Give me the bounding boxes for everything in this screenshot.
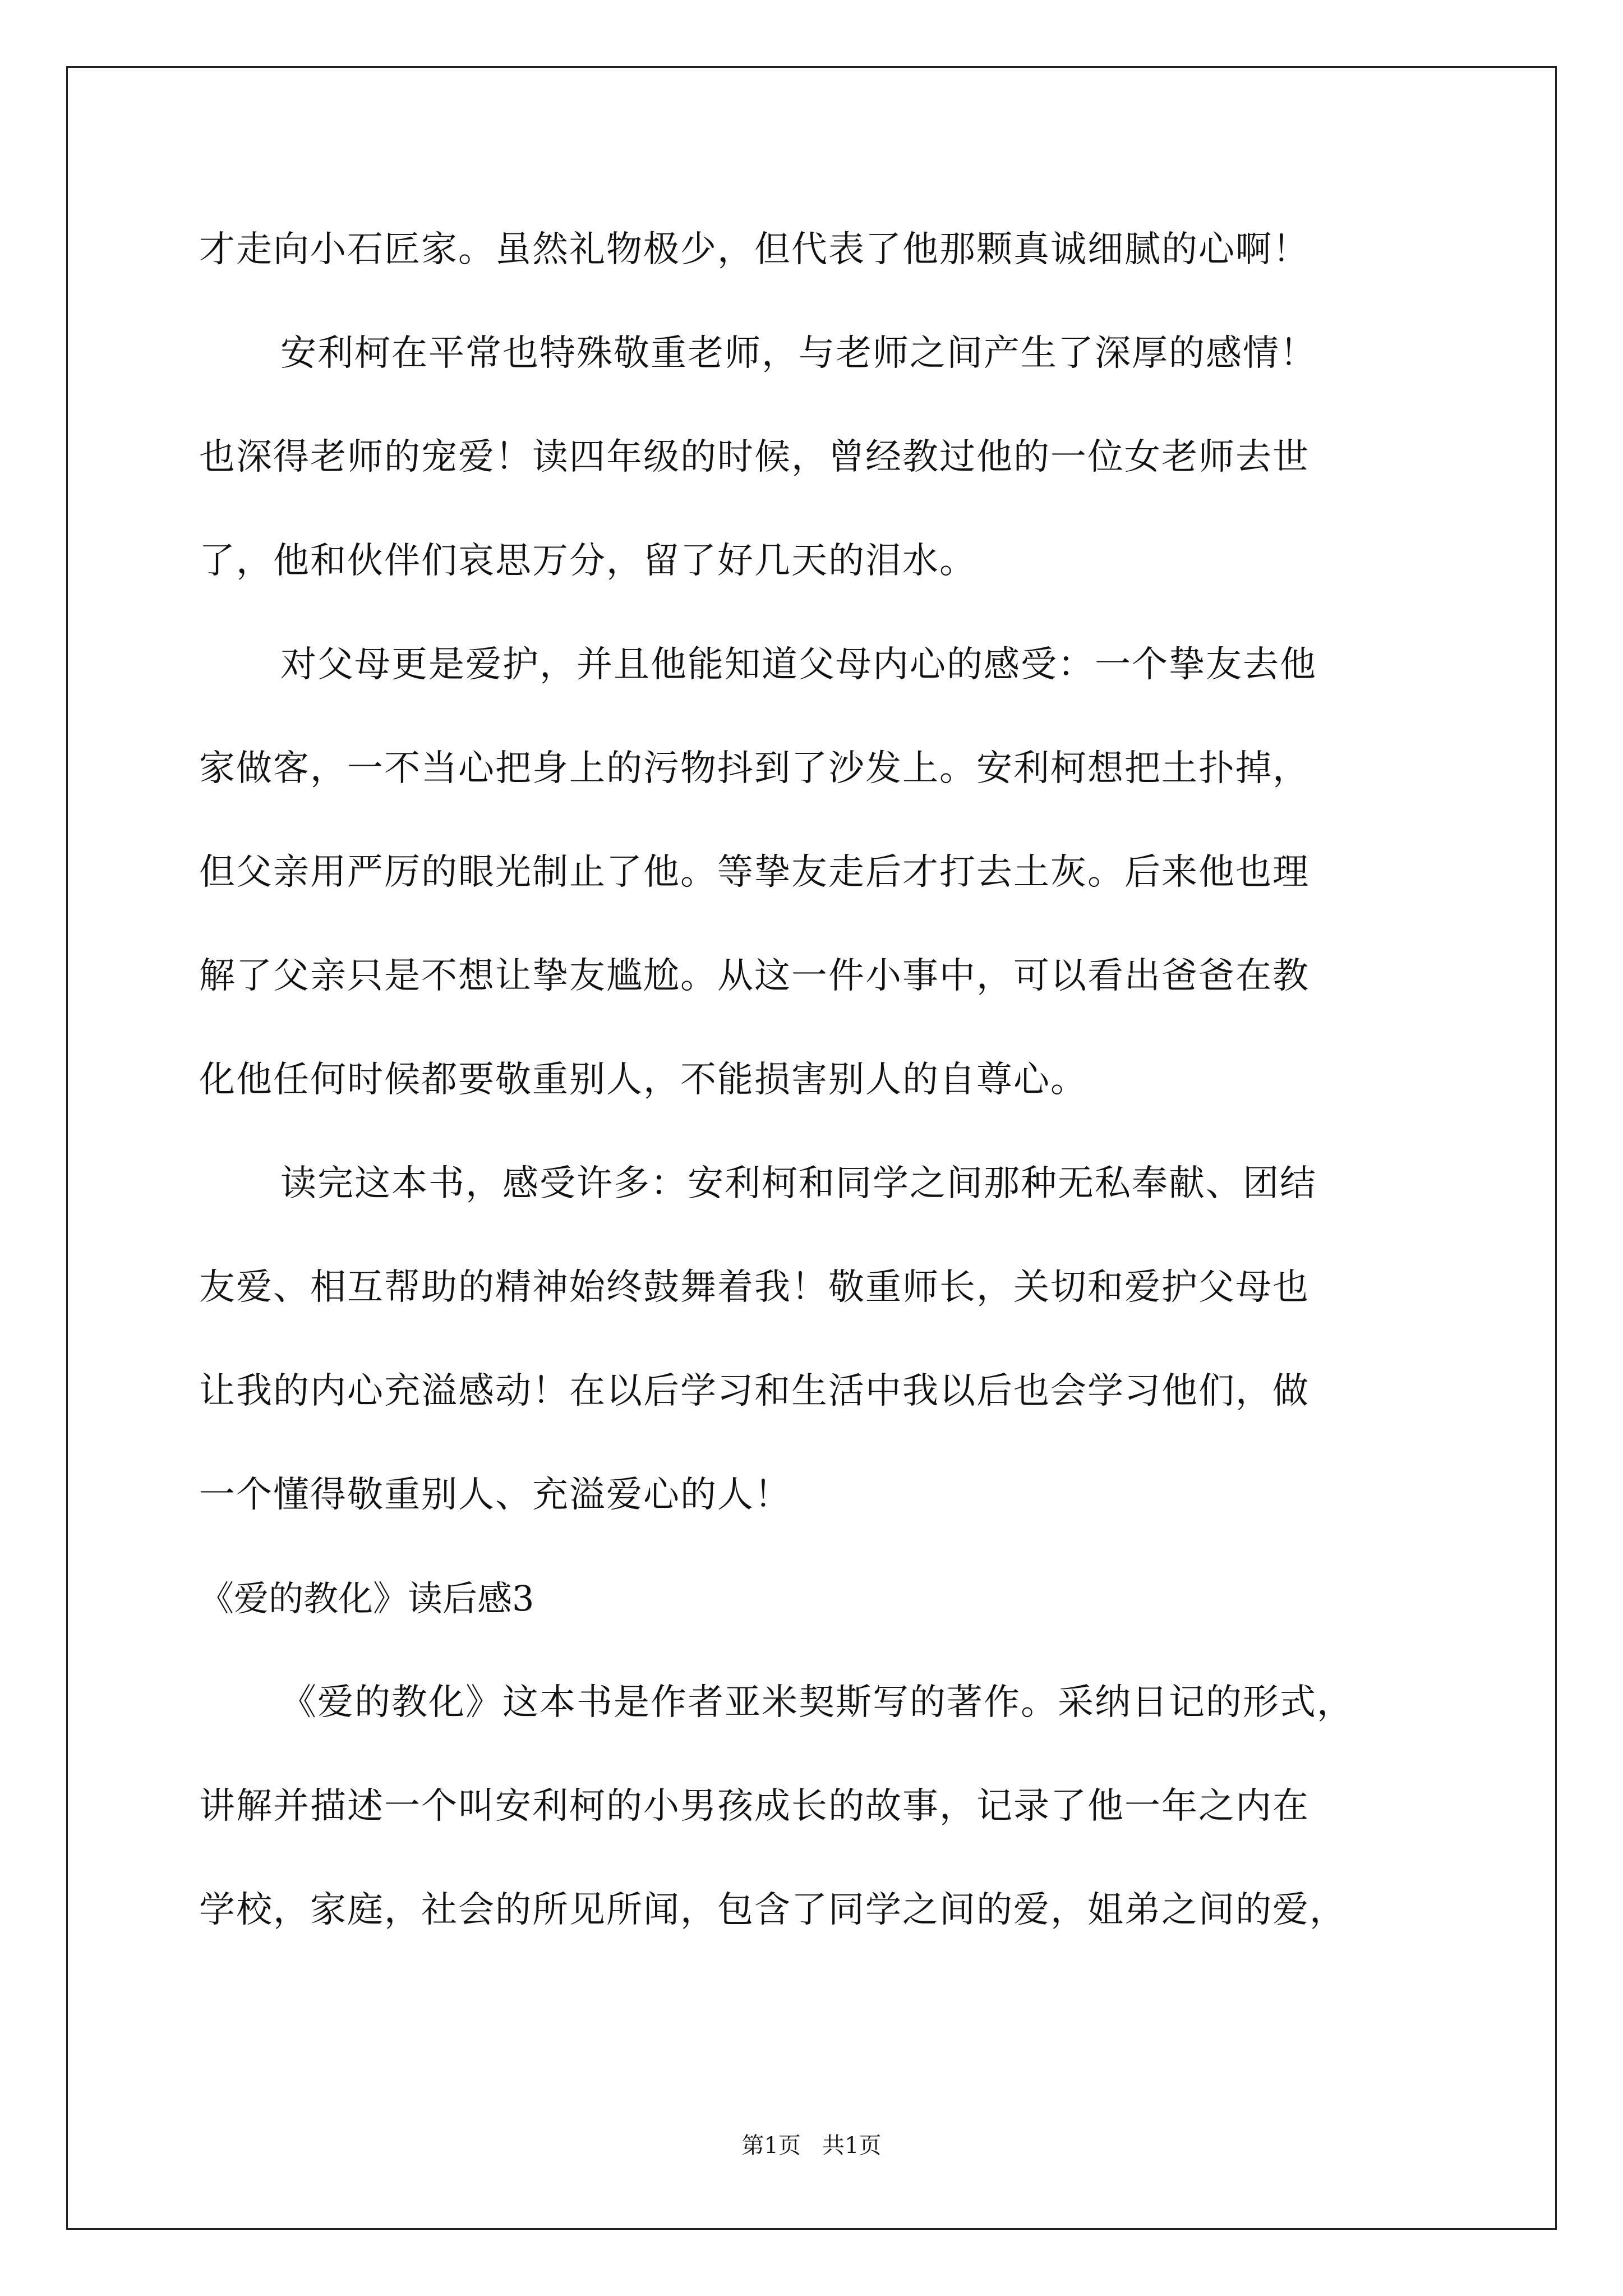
paragraph-line: 对父母更是爱护，并且他能知道父母内心的感受：一个挚友去他 [280, 644, 1317, 685]
paragraph-line: 才走向小石匠家。虽然礼物极少，但代表了他那颗真诚细腻的心啊！ [199, 229, 1310, 270]
page-footer: 第1页 共1页 [741, 2133, 882, 2159]
paragraph-line: 学校，家庭，社会的所见所闻，包含了同学之间的爱，姐弟之间的爱， [199, 1889, 1347, 1931]
paragraph-line: 讲解并描述一个叫安利柯的小男孩成长的故事，记录了他一年之内在 [199, 1786, 1310, 1827]
paragraph-line: 了，他和伙伴们哀思万分，留了好几天的泪水。 [199, 540, 976, 582]
paragraph-line: 友爱、相互帮助的精神始终鼓舞着我！敬重师长，关切和爱护父母也 [199, 1267, 1310, 1308]
paragraph-line: 《爱的教化》这本书是作者亚米契斯写的著作。采纳日记的形式， [280, 1682, 1354, 1723]
paragraph-line: 也深得老师的宠爱！读四年级的时候，曾经教过他的一位女老师去世 [199, 436, 1310, 478]
paragraph-line: 家做客，一不当心把身上的污物抖到了沙发上。安利柯想把土扑掉， [199, 748, 1310, 789]
paragraph-line: 一个懂得敬重别人、充溢爱心的人！ [199, 1474, 791, 1516]
paragraph-line: 读完这本书，感受许多：安利柯和同学之间那种无私奉献、团结 [280, 1163, 1317, 1204]
section-heading: 《爱的教化》读后感3 [199, 1578, 534, 1619]
paragraph-line: 化他任何时候都要敬重别人，不能损害别人的自尊心。 [199, 1059, 1087, 1101]
paragraph-line: 安利柯在平常也特殊敬重老师，与老师之间产生了深厚的感情！ [280, 333, 1317, 374]
paragraph-line: 解了父亲只是不想让挚友尴尬。从这一件小事中，可以看出爸爸在教 [199, 955, 1310, 997]
paragraph-line: 但父亲用严厉的眼光制止了他。等挚友走后才打去土灰。后来他也理 [199, 852, 1310, 893]
paragraph-line: 让我的内心充溢感动！在以后学习和生活中我以后也会学习他们，做 [199, 1370, 1310, 1412]
